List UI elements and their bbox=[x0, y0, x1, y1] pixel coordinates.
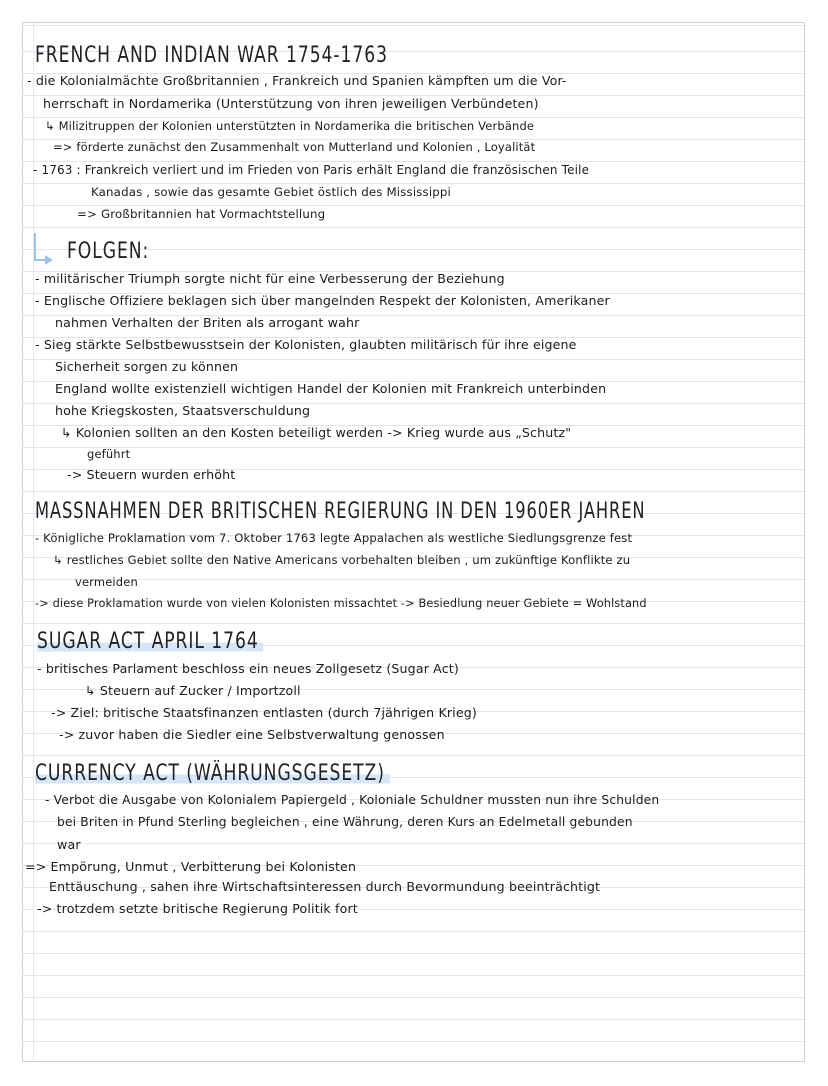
text-line: => Großbritannien hat Vormachtstellung bbox=[77, 207, 326, 221]
text-line: Kanadas , sowie das gesamte Gebiet östlich des Mississippi bbox=[91, 185, 451, 199]
heading-folgen: FOLGEN: bbox=[67, 239, 150, 264]
text-line: ↳ Steuern auf Zucker / Importzoll bbox=[85, 683, 301, 698]
text-line: hohe Kriegskosten, Staatsverschuldung bbox=[55, 403, 311, 418]
text-line: - britisches Parlament beschloss ein neues Zollgesetz (Sugar Act) bbox=[37, 661, 459, 676]
heading-currency-act-text: CURRENCY ACT (WÄHRUNGSGESETZ) bbox=[35, 761, 390, 786]
text-line: -> diese Proklamation wurde von vielen Kolonisten missachtet -> Besiedlung neuer Gebiete = Wohlstand bbox=[35, 597, 647, 610]
heading-sugar-act bbox=[37, 629, 263, 654]
text-line: -> zuvor haben die Siedler eine Selbstverwaltung genossen bbox=[59, 727, 445, 742]
text-line: - militärischer Triumph sorgte nicht für eine Verbesserung der Beziehung bbox=[35, 271, 505, 286]
text-line: - Königliche Proklamation vom 7. Oktober 1763 legte Appalachen als westliche Siedlungsgrenze fest bbox=[35, 531, 633, 545]
text-line: - die Kolonialmächte Großbritannien , Frankreich und Spanien kämpften um die Vor- bbox=[27, 73, 567, 88]
text-line: ↳ Milizitruppen der Kolonien unterstützten in Nordamerika die britischen Verbände bbox=[45, 119, 535, 133]
text-line: ↳ Kolonien sollten an den Kosten beteiligt werden -> Krieg wurde aus „Schutz" bbox=[61, 425, 572, 440]
text-line: vermeiden bbox=[75, 575, 138, 589]
text-line: - Englische Offiziere beklagen sich über mangelnden Respekt der Kolonisten, Amerikaner bbox=[35, 293, 610, 308]
text-line: Sicherheit sorgen zu können bbox=[55, 359, 239, 374]
text-line: -> Ziel: britische Staatsfinanzen entlasten (durch 7jährigen Krieg) bbox=[51, 705, 477, 720]
heading-french-indian-war: FRENCH AND INDIAN WAR 1754-1763 bbox=[35, 43, 388, 68]
text-line: geführt bbox=[87, 447, 131, 461]
text-line: herrschaft in Nordamerika (Unterstützung von ihren jeweiligen Verbündeten) bbox=[43, 96, 539, 111]
text-line: -> Steuern wurden erhöht bbox=[67, 467, 236, 482]
text-line: => förderte zunächst den Zusammenhalt von Mutterland und Kolonien , Loyalität bbox=[53, 140, 536, 154]
heading-sugar-act-text: SUGAR ACT APRIL 1764 bbox=[37, 629, 263, 654]
text-line: ↳ restliches Gebiet sollte den Native Americans vorbehalten bleiben , um zukünftige Konflikte zu bbox=[53, 553, 631, 567]
text-line: => Empörung, Unmut , Verbitterung bei Kolonisten bbox=[25, 859, 357, 874]
folgen-arrow-icon bbox=[34, 233, 50, 261]
text-line: nahmen Verhalten der Briten als arrogant wahr bbox=[55, 315, 360, 330]
text-line: bei Briten in Pfund Sterling begleichen , eine Währung, deren Kurs an Edelmetall gebunden bbox=[57, 815, 633, 829]
text-line: England wollte existenziell wichtigen Handel der Kolonien mit Frankreich unterbinden bbox=[55, 381, 607, 396]
text-line: - Sieg stärkte Selbstbewusstsein der Kolonisten, glaubten militärisch für ihre eigene bbox=[35, 337, 577, 352]
heading-currency-act bbox=[35, 761, 390, 786]
heading-massnahmen: MASSNAHMEN DER BRITISCHEN REGIERUNG IN DEN 1960ER JAHREN bbox=[35, 499, 646, 524]
text-line: war bbox=[57, 837, 81, 852]
text-line: - Verbot die Ausgabe von Kolonialem Papiergeld , Koloniale Schuldner mussten nun ihre Schulden bbox=[45, 793, 660, 807]
notebook-page bbox=[22, 22, 805, 1062]
text-line: Enttäuschung , sahen ihre Wirtschaftsinteressen durch Bevormundung beeinträchtigt bbox=[49, 879, 601, 894]
margin-line bbox=[33, 23, 34, 1061]
text-line: -> trotzdem setzte britische Regierung Politik fort bbox=[37, 901, 358, 916]
text-line: - 1763 : Frankreich verliert und im Frieden von Paris erhält England die französischen Teile bbox=[33, 163, 590, 177]
